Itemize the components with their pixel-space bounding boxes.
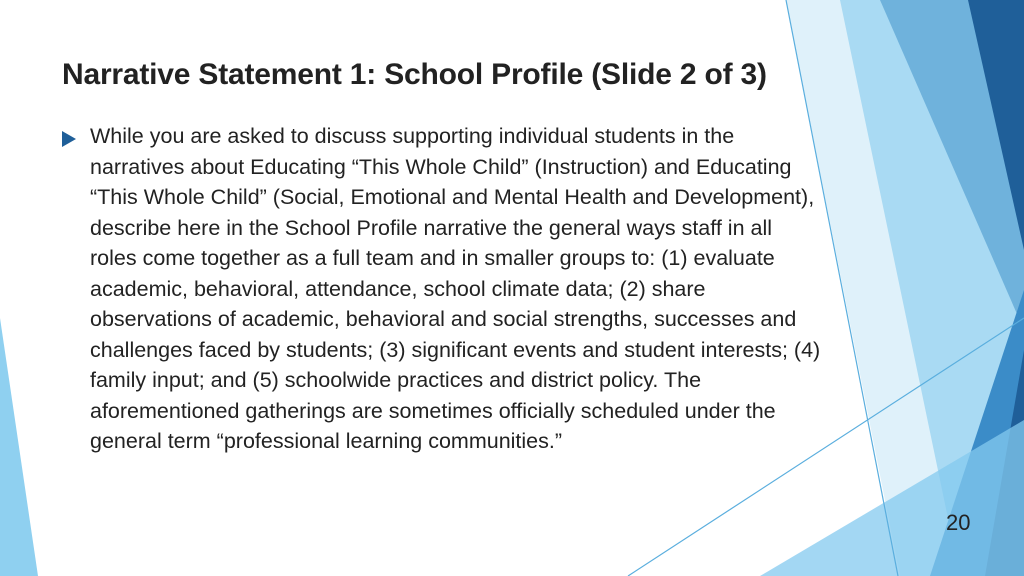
slide-title: Narrative Statement 1: School Profile (Slide 2 of 3) [62, 58, 767, 91]
page-number: 20 [946, 510, 971, 535]
triangle-bullet-icon [62, 131, 76, 147]
bullet-text: While you are asked to discuss supporting individual students in the narratives about Educating “This Whole Child” (Instruction) and Educating “This Whole Child” (Social, Emotional and Mental Health and Development), describe here in the School Profile narrative the general ways staff in all roles come together as a full team and in smaller groups to: (1) evaluate academic, behavioral, attendance, school climate data; (2) share observations of academic, behavioral and social strengths, successes and challenges faced by students; (3) significant events and student interests; (4) family input; and (5) schoolwide practices and district policy. The aforementioned gatherings are sometimes officially scheduled under the general term “professional learning communities.” [90, 124, 821, 453]
bullet-item [62, 121, 822, 457]
left-accent-strip [0, 318, 38, 576]
